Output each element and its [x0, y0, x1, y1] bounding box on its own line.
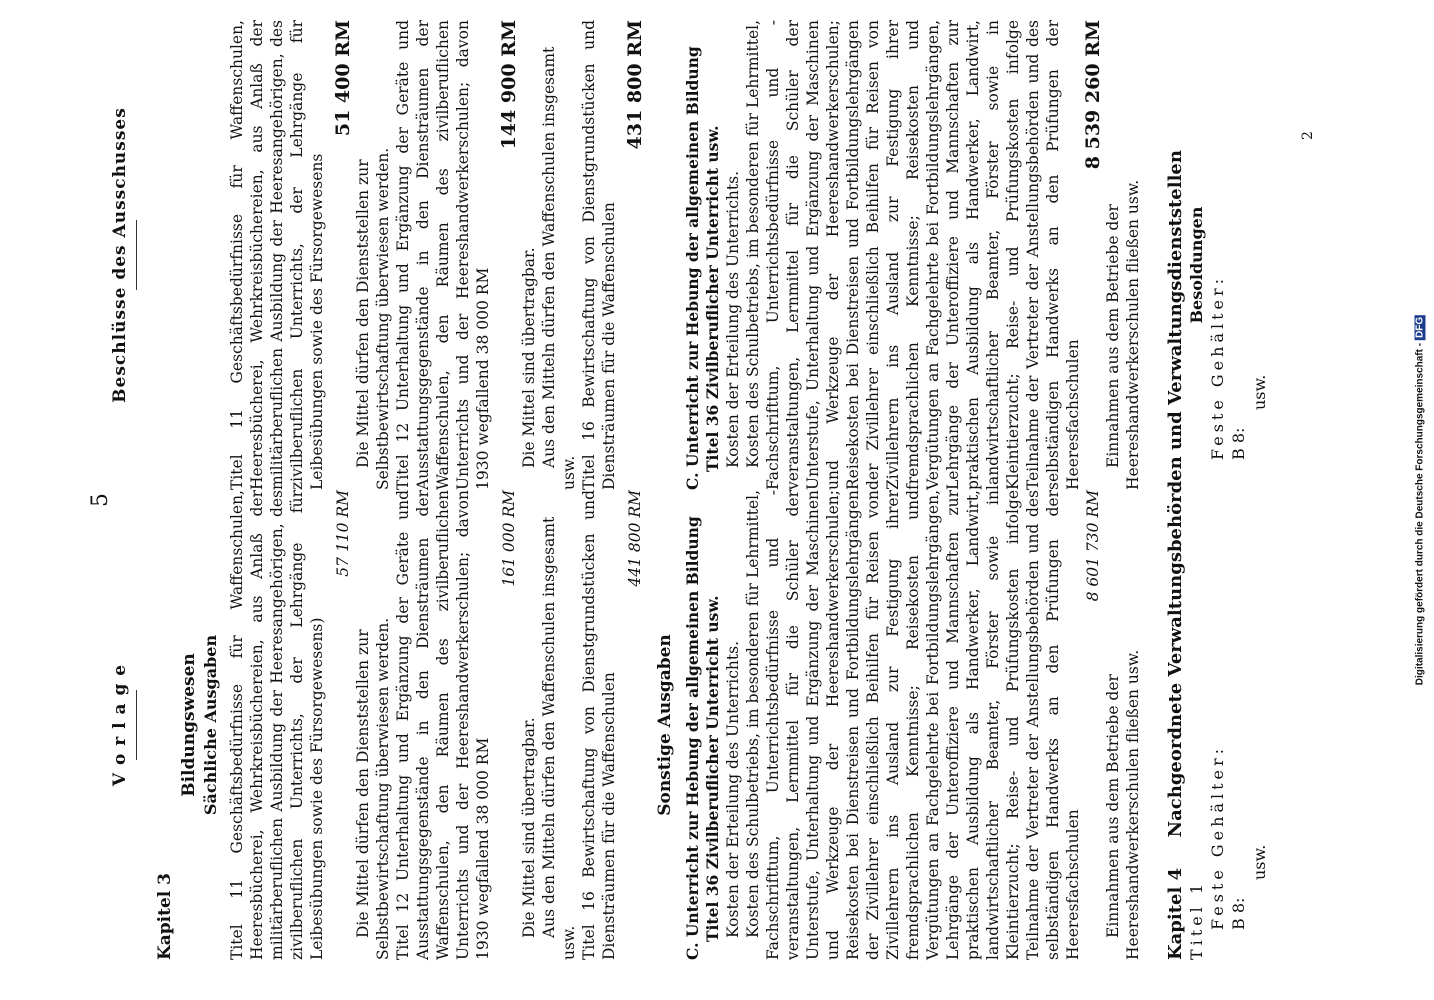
- kapitel-3-label: Kapitel 3: [155, 872, 175, 960]
- kapitel-4-label: Kapitel 4: [1165, 867, 1186, 960]
- k4-usw: usw.: [1250, 844, 1269, 880]
- titel-16-amount: 441 800 RM: [626, 490, 644, 587]
- titel-12-note-1: Die Mittel sind übertragbar.: [520, 717, 538, 938]
- k4-b8: B 8:: [1229, 897, 1248, 930]
- r-c-einnahmen: Einnahmen aus dem Betriebe der Heereshandwerkerschulen fließen usw.: [1104, 179, 1142, 490]
- r-c-amount: 8 539 260 RM: [1082, 20, 1104, 170]
- r-c-kosten: Kosten der Erteilung des Unterrichts.: [724, 170, 742, 468]
- r-titel-11-amount: 51 400 RM: [332, 20, 354, 137]
- kapitel-row-spacer: [155, 20, 177, 490]
- kapitel-4-title: Nachgeordnete Verwaltungsbehörden und Verwaltungsdienststellen: [1165, 150, 1186, 838]
- r-titel-11-note: Die Mittel dürfen den Dienststellen zur Selbstbewirtschaftung überwiesen werden.: [354, 147, 392, 490]
- dfg-credit-text: Digitalisierung gefördert durch die Deutsche Forschungsgemeinschaft -: [1414, 342, 1426, 686]
- r-titel-16-text: Titel 16 Bewirtschaftung von Dienstgrundstücken und Diensträumen für die Waffenschulen: [580, 20, 618, 490]
- sonstige-ausgaben: Sonstige Ausgaben: [655, 634, 675, 816]
- kapitel-4-left: [1186, 510, 1270, 960]
- header-rule: [136, 690, 137, 760]
- c-heading: C. Unterricht zur Hebung der allgemeinen Bildung: [683, 516, 702, 960]
- k4-titel-1: Titel 1: [1187, 879, 1206, 960]
- r-titel-11-text: Titel 11 Geschäftsbedürfnisse für Waffenschulen, Heeresbücherei, Wehrkreisbüchereien, aus Anlaß der militärberuflichen Ausbildung der Heeresangehörigen, des zivilberuflichen Unterrichts, der Lehrgänge für Leibesübungen sowie des Fürsorgewesens: [228, 20, 326, 490]
- footer-page-mark: 2: [1300, 131, 1316, 140]
- r-titel-12-text: Titel 12 Unterhaltung und Ergänzung der Geräte und Ausstattungsgegenstände in den Diensträumen der Waffenschulen, den Räumen des zivilberuflichen Unterrichts und der Heereshandwerkerschulen; davon 1930 wegfallend 38 000 RM: [394, 20, 492, 490]
- subsection-saechliche: Sächliche Ausgaben: [201, 634, 220, 816]
- r-titel-16-amount: 431 800 RM: [624, 20, 646, 150]
- kapitel-4-block: [1165, 40, 1296, 960]
- titel-11-text: Titel 11 Geschäftsbedürfnisse für Waffenschulen, Heeresbücherei, Wehrkreisbüchereien, aus Anlaß der militärberuflichen Ausbildung der Heeresangehörigen, des zivilberuflichen Unterrichts, der Lehrgänge für Leibesübungen sowie des Fürsorgewesens): [228, 490, 326, 960]
- k4-r-feste-gehaelter: Feste Gehälter:: [1208, 274, 1227, 460]
- dfg-logo: DFG: [1414, 316, 1426, 338]
- titel-11-note: Die Mittel dürfen den Dienststellen zur Selbstbewirtschaftung überwiesen werden.: [354, 617, 392, 960]
- kapitel-4-heading: [1165, 40, 1186, 960]
- beschluesse-header: Beschlüsse des Ausschusses: [110, 107, 130, 403]
- r-c-titel-36-label: Titel 36 Zivilberuflicher Unterricht usw.: [703, 125, 722, 472]
- r-titel-12-amount: 144 900 RM: [498, 20, 520, 150]
- c-amount: 8 601 730 RM: [1084, 490, 1102, 602]
- titel-11-amount: 57 110 RM: [334, 490, 352, 577]
- r-titel-12-note-2: Aus den Mitteln dürfen den Waffenschulen insgesamt usw.: [540, 46, 578, 490]
- section-bildungswesen: Bildungswesen: [179, 653, 199, 797]
- header-rule-right: [136, 220, 137, 290]
- k4-besoldungen: Besoldungen: [1187, 206, 1206, 324]
- dfg-credit: [1410, 10, 1430, 990]
- vorlage-column: [110, 490, 1143, 960]
- r-c-paragraph: Kosten des Schulbetriebs, im besonderen für Lehrmittel, Fachschrifttum, Unterrichtsbedürfnisse und -veranstaltungen, Lernmittel für die Schüler der Unterstufe, Unterhaltung und Ergänzung der Maschinen und Werkzeuge der Heereshandwerkerschulen; Reisekosten bei Dienstreisen und Fortbildungslehrgängen der Zivillehrer einschließlich Beihilfen für Reisen von Zivillehrern ins Ausland zur Festigung ihrer fremdsprachlichen Kenntnisse; Reisekosten und Vergütungen an Fachgelehrte bei Fortbildungslehrgängen, Lehrgänge der Unteroffiziere und Mannschaften zur praktischen Ausbildung als Handwerker, Landwirt, landwirtschaftlicher Beamter, Förster sowie in Kleintierzucht; Reise- und Prüfungskosten infolge Teilnahme der Vertreter der Anstellungsbehörden und des selbständigen Handwerks an den Prüfungen der Heeresfachschulen: [744, 20, 1082, 490]
- kapitel-4-right: [1186, 40, 1270, 490]
- kapitel-4-body: [1186, 40, 1296, 960]
- dfg-credit-text-wrap: [1415, 315, 1426, 685]
- page-number: 5: [88, 493, 113, 507]
- k4-feste-gehaelter: Feste Gehälter:: [1208, 744, 1227, 930]
- k4-r-usw: usw.: [1250, 374, 1269, 410]
- c-titel-36: [703, 490, 723, 942]
- titel-12-amount: 161 000 RM: [500, 490, 518, 587]
- kapitel-row: [155, 490, 177, 960]
- c-kosten: Kosten der Erteilung des Unterrichts.: [724, 640, 742, 938]
- r-c-heading: C. Unterricht zur Hebung der allgemeinen Bildung: [683, 46, 702, 490]
- r-titel-12-note-1: Die Mittel sind übertragbar.: [520, 247, 538, 468]
- k4-r-b8: B 8:: [1229, 427, 1248, 460]
- c-paragraph: Kosten des Schulbetriebs, im besonderen für Lehrmittel, Fachschrifttum, Unterrichtsbedürfnisse und -veranstaltungen, Lernmittel für die Schüler der Unterstufe, Unterhaltung und Ergänzung der Maschinen und Werkzeuge der Heereshandwerkerschulen; Reisekosten bei Dienstreisen und Fortbildungslehrgängen der Zivillehrer einschließlich Beihilfen für Reisen von Zivillehrern ins Ausland zur Festigung ihrer fremdsprachlichen Kenntnisse; Reisekosten und Vergütungen an Fachgelehrte bei Fortbildungslehrgängen, Lehrgänge der Unteroffiziere und Mannschaften zur praktischen Ausbildung als Handwerker, Landwirt, landwirtschaftlicher Beamter, Förster sowie in Kleintierzucht; Reise- und Prüfungskosten infolge Teilnahme der Vertreter der Anstellungsbehörden und des selbständigen Handwerks an den Prüfungen der Heeresfachschulen: [744, 490, 1082, 960]
- titel-12-note-2: Aus den Mitteln dürfen den Waffenschulen insgesamt usw.: [540, 516, 578, 960]
- beschluesse-column: [110, 20, 1143, 490]
- c-titel-36-label: Titel 36 Zivilberuflicher Unterricht usw.: [703, 595, 722, 942]
- titel-16-text: Titel 16 Bewirtschaftung von Dienstgrundstücken und Diensträumen für die Waffenschulen: [580, 490, 618, 960]
- titel-12-text: Titel 12 Unterhaltung und Ergänzung der Geräte und Ausstattungsgegenstände in den Diensträumen der Waffenschulen, den Räumen des zivilberuflichen Unterrichts und der Heereshandwerkerschulen; davon 1930 wegfallend 38 000 RM: [394, 490, 492, 960]
- c-einnahmen: Einnahmen aus dem Betriebe der Heereshandwerkerschulen fließen usw.: [1104, 649, 1142, 960]
- vorlage-header: V o r l a g e: [110, 663, 130, 787]
- r-c-titel-36: [703, 20, 723, 472]
